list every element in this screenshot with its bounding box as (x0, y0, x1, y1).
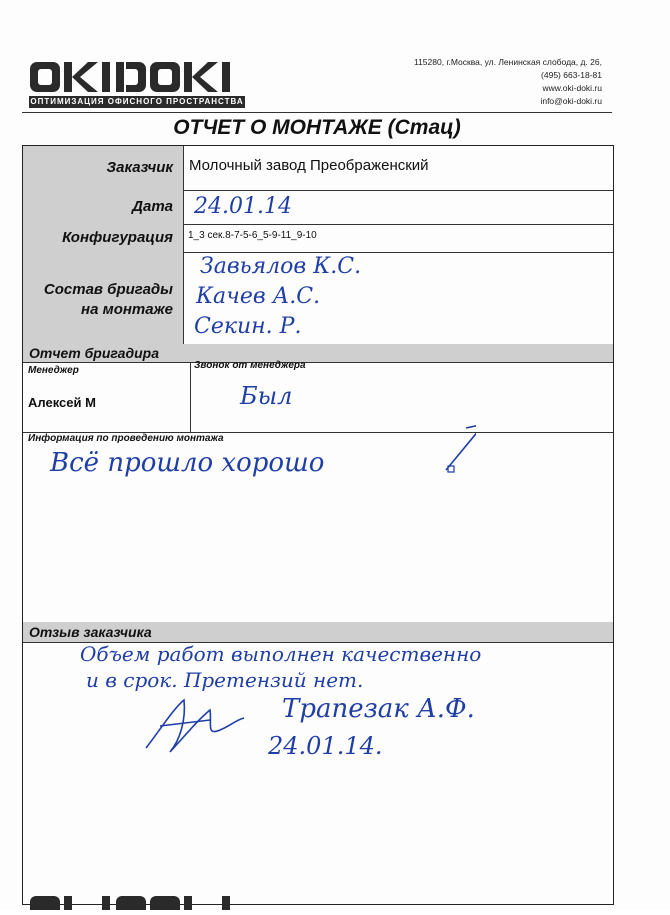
row-divider (183, 252, 613, 253)
crew-member-3: Секин. Р. (194, 314, 302, 339)
crew-member-2: Качев А.С. (196, 284, 321, 309)
crew-label-line-2: на монтаже (81, 301, 173, 318)
footer-logo (28, 890, 248, 910)
foreman-section-header: Отчет бригадира (23, 344, 613, 362)
page-title: ОТЧЕТ О МОНТАЖЕ (Стац) (173, 116, 461, 139)
crew-member-1: Завьялов К.С. (200, 254, 362, 279)
row-divider (183, 224, 613, 225)
company-address (414, 56, 602, 108)
info-label: Информация по проведению монтажа (28, 433, 224, 444)
label-divider (183, 146, 184, 344)
date-value: 24.01.14 (194, 194, 292, 219)
email-line: info@oki-doki.ru (540, 96, 602, 106)
manager-label: Менеджер (28, 365, 79, 376)
manager-value: Алексей М (28, 395, 96, 410)
phone-line: (495) 663-18-81 (541, 70, 602, 80)
config-label: Конфигурация (23, 224, 183, 252)
signature-date: 24.01.14. (268, 732, 383, 760)
checkmark-icon (436, 420, 476, 480)
title-divider (22, 112, 612, 113)
config-value: 1_3 сек.8-7-5-6_5-9-11_9-10 (188, 230, 317, 241)
company-slogan: ОПТИМИЗАЦИЯ ОФИСНОГО ПРОСТРАНСТВА (30, 97, 244, 106)
info-value: Всё прошло хорошо (50, 448, 325, 478)
customer-value: Молочный завод Преображенский (189, 157, 429, 174)
call-label: Звонок от менеджера (194, 360, 306, 371)
row-divider (23, 362, 613, 363)
signature-name: Трапезак А.Ф. (282, 694, 475, 724)
signature-mark (140, 690, 280, 760)
crew-label (23, 252, 183, 344)
review-section-header: Отзыв заказчика (23, 622, 613, 642)
manager-divider (190, 362, 191, 432)
website-line: www.oki-doki.ru (542, 83, 602, 93)
date-label: Дата (23, 190, 183, 224)
call-value: Был (240, 382, 293, 410)
customer-label: Заказчик (23, 146, 183, 190)
review-line-1: Объем работ выполнен качественно (80, 642, 482, 666)
crew-label-line-1: Состав бригады (43, 281, 173, 298)
row-divider (183, 190, 613, 191)
review-line-2: и в срок. Претензий нет. (86, 668, 364, 692)
address-line: 115280, г.Москва, ул. Ленинская слобода, д. 26, (413, 57, 602, 67)
